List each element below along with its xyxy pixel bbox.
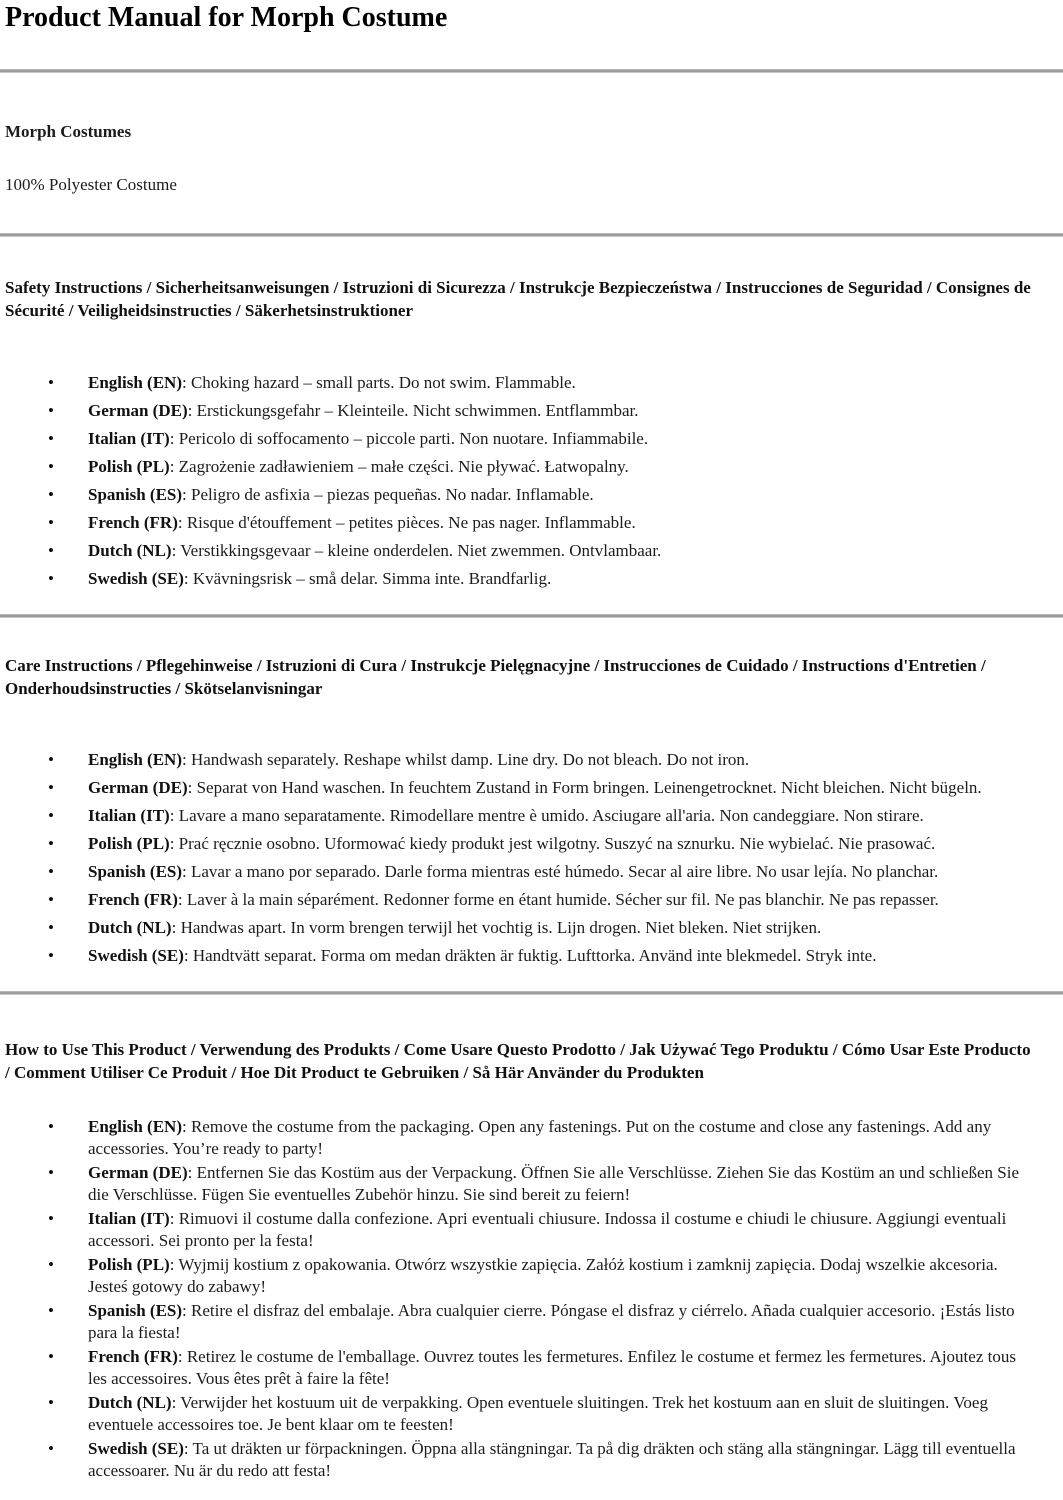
list-item xyxy=(88,1300,1033,1344)
list-item xyxy=(88,484,1033,506)
instruction-text: : Retire el disfraz del embalaje. Abra cualquier cierre. Póngase el disfraz y ciérrelo. Añada cualquier accesorio. ¡Estás listo para la fiesta! xyxy=(88,1301,1015,1342)
list-item xyxy=(88,1254,1033,1298)
list-item xyxy=(88,1162,1033,1206)
language-label: Polish (PL) xyxy=(88,1255,170,1274)
instruction-text: : Verstikkingsgevaar – kleine onderdelen. Niet zwemmen. Ontvlambaar. xyxy=(171,541,662,560)
instruction-text: : Choking hazard – small parts. Do not swim. Flammable. xyxy=(182,373,576,392)
instruction-text: : Verwijder het kostuum uit de verpakking. Open eventuele sluitingen. Trek het kostuum aan en sluit de sluitingen. Voeg eventuele accessoires toe. Je bent klaar om te feesten! xyxy=(88,1393,988,1434)
instruction-text: : Handwash separately. Reshape whilst damp. Line dry. Do not bleach. Do not iron. xyxy=(182,750,750,769)
instruction-text: : Entfernen Sie das Kostüm aus der Verpackung. Öffnen Sie alle Verschlüsse. Ziehen Sie das Kostüm an und schließen Sie die Verschlüsse. Fügen Sie eventuelles Zubehör hinzu. Sie sind bereit zu feiern! xyxy=(88,1163,1020,1204)
instruction-text: : Erstickungsgefahr – Kleinteile. Nicht schwimmen. Entflammbar. xyxy=(187,401,639,420)
language-label: French (FR) xyxy=(88,890,178,909)
horizontal-rule xyxy=(0,614,1063,618)
instruction-text: : Risque d'étouffement – petites pièces. Ne pas nager. Inflammable. xyxy=(177,513,636,532)
language-label: Dutch (NL) xyxy=(88,1393,172,1412)
usage-list xyxy=(0,1116,1063,1482)
horizontal-rule xyxy=(0,991,1063,995)
instruction-text: : Prać ręcznie osobno. Uformować kiedy produkt jest wilgotny. Suszyć na sznurku. Nie wybielać. Nie prasować. xyxy=(169,834,936,853)
list-item xyxy=(88,1208,1033,1252)
section-how-to-use xyxy=(0,1038,1063,1482)
language-label: French (FR) xyxy=(88,513,178,532)
list-item xyxy=(88,568,1033,590)
instruction-text: : Lavar a mano por separado. Darle forma mientras esté húmedo. Secar al aire libre. No usar lejía. No planchar. xyxy=(182,862,939,881)
instruction-text: : Lavare a mano separatamente. Rimodellare mentre è umido. Asciugare all'aria. Non candeggiare. Non stirare. xyxy=(169,806,924,825)
language-label: German (DE) xyxy=(88,778,188,797)
instruction-text: : Handtvätt separat. Forma om medan dräkten är fuktig. Lufttorka. Använd inte blekmedel. Stryk inte. xyxy=(183,946,877,965)
language-label: English (EN) xyxy=(88,750,182,769)
list-item xyxy=(88,1116,1033,1160)
document-title: Product Manual for Morph Costume xyxy=(5,2,448,33)
list-item xyxy=(88,372,1033,394)
instruction-text: : Pericolo di soffocamento – piccole parti. Non nuotare. Infiammabile. xyxy=(169,429,649,448)
list-item xyxy=(88,861,1033,883)
list-item xyxy=(88,540,1033,562)
material-info: 100% Polyester Costume xyxy=(5,175,177,194)
language-label: German (DE) xyxy=(88,1163,188,1182)
instruction-text: : Wyjmij kostium z opakowania. Otwórz wszystkie zapięcia. Załóż kostium i zamknij zapięcia. Dodaj wszelkie akcesoria. Jesteś gotowy do zabawy! xyxy=(88,1255,998,1296)
list-item xyxy=(88,749,1033,771)
instruction-text: : Ta ut dräkten ur förpackningen. Öppna alla stängningar. Ta på dig dräkten och stäng alla stängningar. Lägg till eventuella accessoarer. Nu är du redo att festa! xyxy=(88,1439,1016,1480)
language-label: German (DE) xyxy=(88,401,188,420)
language-label: English (EN) xyxy=(88,373,182,392)
instruction-text: : Retirez le costume de l'emballage. Ouvrez toutes les fermetures. Enfilez le costume et fermez les fermetures. Ajoutez tous les accessoires. Vous êtes prêt à faire la fête! xyxy=(88,1347,1016,1388)
instruction-text: : Kvävningsrisk – små delar. Simma inte. Brandfarlig. xyxy=(183,569,552,588)
language-label: Polish (PL) xyxy=(88,834,170,853)
language-label: Spanish (ES) xyxy=(88,862,183,881)
language-label: Spanish (ES) xyxy=(88,485,183,504)
instruction-text: : Separat von Hand waschen. In feuchtem Zustand in Form bringen. Leinengetrocknet. Nicht bleichen. Nicht bügeln. xyxy=(187,778,982,797)
section-safety-instructions xyxy=(0,276,1063,590)
brand-name: Morph Costumes xyxy=(5,122,132,141)
instruction-text: : Handwas apart. In vorm brengen terwijl het vochtig is. Lijn drogen. Niet bleken. Niet strijken. xyxy=(171,918,822,937)
instruction-text: : Rimuovi il costume dalla confezione. Apri eventuali chiusure. Indossa il costume e chiudi le chiusure. Aggiungi eventuali accessori. Sei pronto per la festa! xyxy=(88,1209,1007,1250)
list-item xyxy=(88,1346,1033,1390)
instruction-text: : Zagrożenie zadławieniem – małe części. Nie pływać. Łatwopalny. xyxy=(169,457,629,476)
language-label: Spanish (ES) xyxy=(88,1301,183,1320)
language-label: Swedish (SE) xyxy=(88,1439,184,1458)
language-label: Italian (IT) xyxy=(88,429,170,448)
horizontal-rule xyxy=(0,233,1063,237)
list-item xyxy=(88,777,1033,799)
care-list xyxy=(0,749,1063,967)
language-label: Italian (IT) xyxy=(88,806,170,825)
language-label: Dutch (NL) xyxy=(88,918,172,937)
language-label: Dutch (NL) xyxy=(88,541,172,560)
list-item xyxy=(88,945,1033,967)
list-item xyxy=(88,456,1033,478)
section-heading: Safety Instructions / Sicherheitsanweisungen / Istruzioni di Sicurezza / Instrukcje Bezpieczeństwa / Instrucciones de Seguridad / Consignes de Sécurité / Veiligheidsinstructies / Säkerhetsinstruktioner xyxy=(5,278,1031,320)
section-heading: How to Use This Product / Verwendung des Produkts / Come Usare Questo Prodotto / Jak Używać Tego Produktu / Cómo Usar Este Producto / Comment Utiliser Ce Produit / Hoe Dit Product te Gebruiken / Så Här Använder du Produkten xyxy=(5,1040,1031,1082)
instruction-text: : Peligro de asfixia – piezas pequeñas. No nadar. Inflamable. xyxy=(182,485,594,504)
language-label: Swedish (SE) xyxy=(88,569,184,588)
instruction-text: : Remove the costume from the packaging. Open any fastenings. Put on the costume and close any fastenings. Add any accessories. You’re ready to party! xyxy=(88,1117,992,1158)
list-item xyxy=(88,400,1033,422)
section-heading: Care Instructions / Pflegehinweise / Istruzioni di Cura / Instrukcje Pielęgnacyjne / Instrucciones de Cuidado / Instructions d'Entretien / Onderhoudsinstructies / Skötselanvisningar xyxy=(5,656,986,698)
list-item xyxy=(88,428,1033,450)
section-care-instructions xyxy=(0,654,1063,967)
language-label: Swedish (SE) xyxy=(88,946,184,965)
language-label: French (FR) xyxy=(88,1347,178,1366)
list-item xyxy=(88,1392,1033,1436)
horizontal-rule xyxy=(0,69,1063,73)
list-item xyxy=(88,917,1033,939)
list-item xyxy=(88,1438,1033,1482)
language-label: Polish (PL) xyxy=(88,457,170,476)
safety-list xyxy=(0,372,1063,590)
list-item xyxy=(88,805,1033,827)
language-label: English (EN) xyxy=(88,1117,182,1136)
instruction-text: : Laver à la main séparément. Redonner forme en étant humide. Sécher sur fil. Ne pas blanchir. Ne pas repasser. xyxy=(177,890,939,909)
language-label: Italian (IT) xyxy=(88,1209,170,1228)
list-item xyxy=(88,512,1033,534)
list-item xyxy=(88,833,1033,855)
list-item xyxy=(88,889,1033,911)
